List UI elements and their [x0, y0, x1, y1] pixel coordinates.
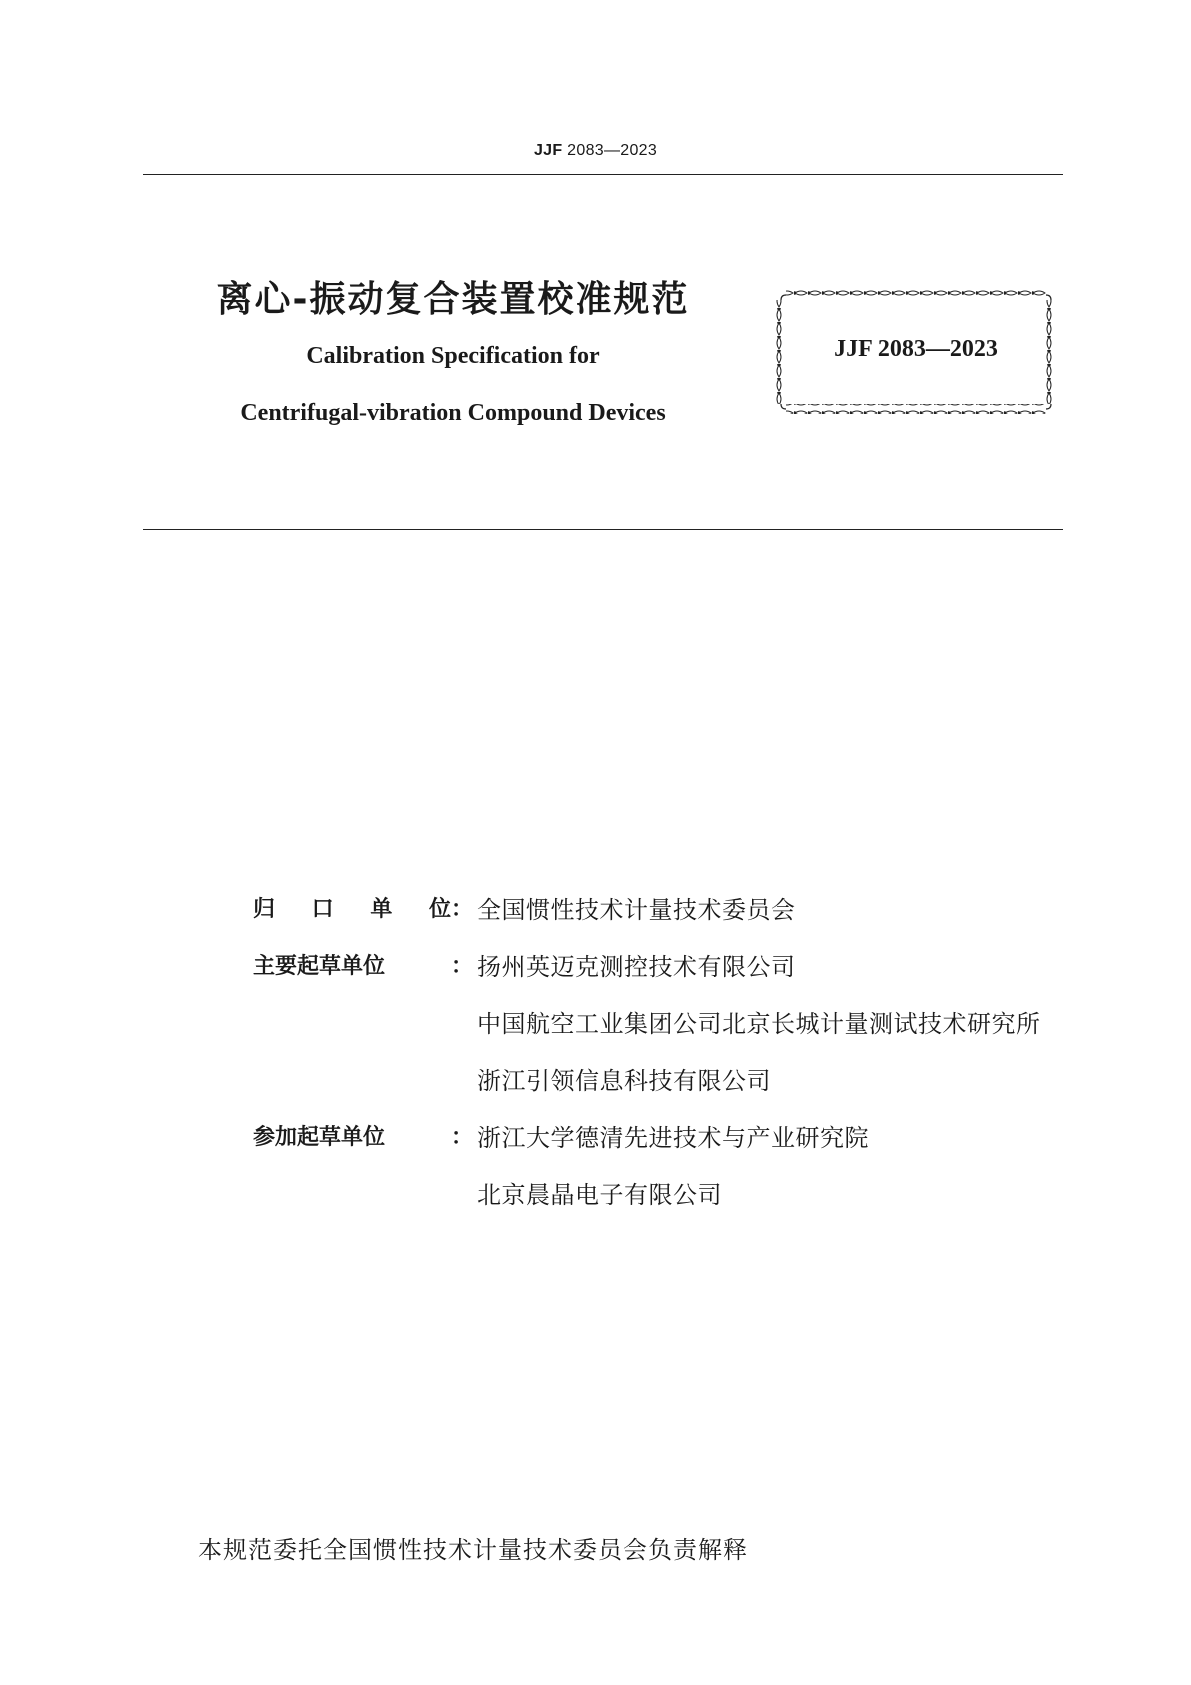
code-box: [774, 288, 1058, 416]
footer-interpretation-note: 本规范委托全国惯性技术计量技术委员会负责解释: [198, 1536, 748, 1564]
participating-drafting-row: [253, 1164, 1083, 1221]
responsible-unit-row: [253, 879, 1083, 936]
participating-drafting-colon: ：: [451, 1125, 474, 1150]
responsible-label-char: 位: [428, 897, 451, 922]
participating-drafting-unit-name: 浙江大学德清先进技术与产业研究院: [477, 1124, 869, 1152]
title-chinese: 离心-振动复合装置校准规范: [216, 279, 690, 320]
main-drafting-row: [253, 1050, 1083, 1107]
title-english-line1: Calibration Specification for: [306, 343, 600, 369]
participating-drafting-unit-name: 北京晨晶电子有限公司: [477, 1181, 722, 1209]
main-drafting-row: [253, 936, 1083, 993]
responsible-label-char: 单: [370, 897, 393, 922]
responsible-unit-name: 全国惯性技术计量技术委员会: [477, 896, 796, 924]
responsible-unit-label: [253, 892, 451, 923]
participating-drafting-row: [253, 1107, 1083, 1164]
header-code-prefix: JJF: [533, 142, 563, 159]
title-english-line2: Centrifugal-vibration Compound Devices: [240, 400, 666, 426]
responsible-colon: ：: [451, 897, 474, 922]
header-code-number: 2083—2023: [567, 142, 658, 159]
main-drafting-row: [253, 993, 1083, 1050]
main-drafting-unit-name: 浙江引领信息科技有限公司: [477, 1067, 771, 1095]
top-divider: [143, 174, 1063, 175]
drafting-units: [253, 879, 1083, 1221]
main-drafting-colon: ：: [451, 954, 474, 979]
code-box-text: JJF 2083—2023: [834, 336, 998, 362]
main-drafting-label: 主要起草单位: [253, 954, 386, 979]
middle-divider: [143, 529, 1063, 530]
participating-drafting-label: 参加起草单位: [253, 1125, 386, 1150]
responsible-label-char: 口: [311, 897, 334, 922]
responsible-label-char: 归: [253, 897, 276, 922]
main-drafting-unit-name: 中国航空工业集团公司北京长城计量测试技术研究所: [477, 1010, 1041, 1038]
main-drafting-unit-name: 扬州英迈克测控技术有限公司: [477, 953, 796, 981]
header-code: [0, 142, 1191, 160]
